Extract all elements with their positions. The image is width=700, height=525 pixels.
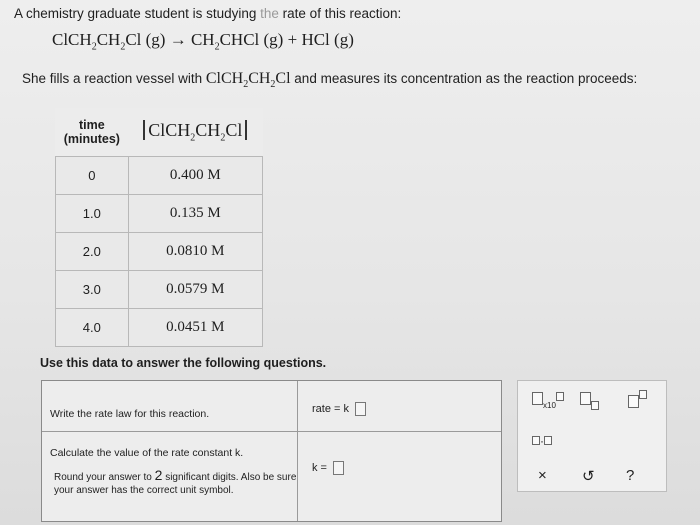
intro-text: A chemistry graduate student is studying the rate of this reaction: (14, 6, 402, 21)
rate-law-answer: rate = k (312, 402, 366, 416)
rate-law-question: Write the rate law for this reaction. (50, 408, 210, 420)
help-icon[interactable]: ? (626, 467, 635, 484)
concentration-header: $ClCH_2CH_2Cl$ (128, 108, 262, 157)
question-row-rate-constant (42, 431, 501, 521)
table-row: 0 0.400 M (56, 157, 263, 195)
multiply-dot-button[interactable]: · (532, 432, 552, 450)
rate-constant-question: Calculate the value of the rate constant k. (50, 447, 244, 459)
description-text: She fills a reaction vessel with $ClCH_2CH_2Cl$ and measures its concentration as the reaction proceeds: (22, 70, 638, 91)
table-row: 4.0 0.0451 M (56, 309, 263, 347)
question-row-rate-law (42, 381, 501, 432)
rate-constant-answer: k = (312, 461, 344, 475)
concentration-table (55, 108, 263, 347)
superscript-button[interactable] (628, 390, 647, 408)
question-box (41, 380, 502, 522)
subscript-button[interactable] (580, 392, 599, 410)
reaction-equation: $ClCH_2CH_2Cl$ $(g) \to CH_2CHCl$ (g) + HCl (g) (52, 30, 354, 53)
instruction-text: Use this data to answer the following questions. (40, 356, 327, 370)
scientific-notation-button[interactable]: x10 (532, 392, 564, 410)
table-row: 3.0 0.0579 M (56, 271, 263, 309)
clear-icon[interactable]: × (538, 467, 547, 484)
rate-law-input[interactable] (355, 402, 366, 416)
time-header: time (minutes) (56, 108, 129, 157)
rate-constant-input[interactable] (333, 461, 344, 475)
rounding-note: Round your answer to 2 significant digits. Also be sure your answer has the correct unit symbol. (54, 467, 297, 496)
math-toolbar (517, 380, 667, 492)
table-row: 1.0 0.135 M (56, 195, 263, 233)
undo-icon[interactable]: ↺ (582, 468, 595, 485)
table-row: 2.0 0.0810 M (56, 233, 263, 271)
